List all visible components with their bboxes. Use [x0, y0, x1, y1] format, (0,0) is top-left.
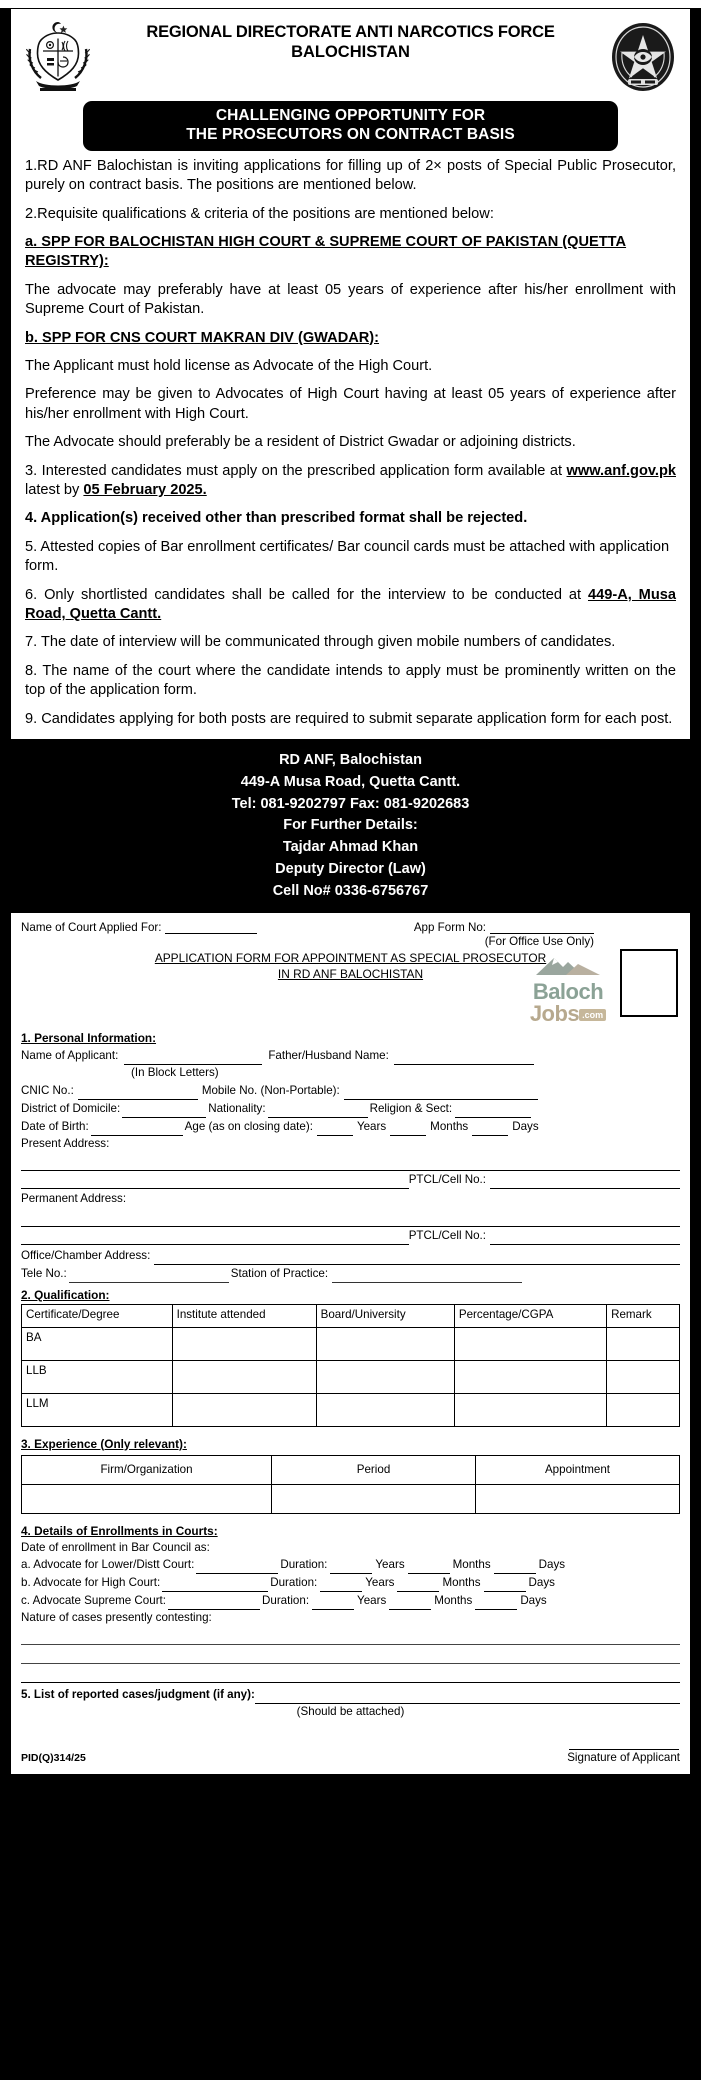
enroll-b-months-unit: Months [442, 1576, 481, 1589]
balochjobs-watermark [524, 953, 612, 1025]
permanent-ptcl-input[interactable] [490, 1233, 680, 1245]
contact-person-designation: Deputy Director (Law) [275, 860, 426, 877]
position-a-heading: a. SPP FOR BALOCHISTAN HIGH COURT & SUPREME COURT OF PAKISTAN (QUETTA REGISTRY): [25, 233, 627, 270]
anf-crest-icon [604, 19, 682, 95]
interview-address: 449-A, Musa Road, Quetta Cantt. [25, 586, 676, 623]
item6-prefix: 6. Only shortlisted candidates shall be called for the interview to be conducted at [25, 586, 588, 603]
cnic-label: CNIC No.: [21, 1083, 74, 1097]
nature-of-cases-line1[interactable] [21, 1632, 680, 1645]
enroll-a-years-input[interactable] [330, 1562, 372, 1574]
exp-cell-period[interactable] [272, 1484, 476, 1513]
enroll-a-months-input[interactable] [408, 1562, 450, 1574]
reported-cases-row [21, 1686, 680, 1704]
applicant-name-input[interactable] [124, 1053, 262, 1065]
deadline-date: 05 February 2025. [83, 482, 207, 499]
contact-address: 449-A Musa Road, Quetta Cantt. [240, 773, 461, 790]
contact-block [0, 740, 701, 912]
religion-input[interactable] [455, 1106, 531, 1118]
section-5-heading: 5. List of reported cases/judgment (if any): [21, 1688, 255, 1702]
qual-cell-institute-llm[interactable] [172, 1393, 316, 1426]
banner-line1: CHALLENGING OPPORTUNITY FOR [215, 107, 486, 124]
enroll-a-days-unit: Days [538, 1558, 566, 1572]
enroll-b-days-input[interactable] [484, 1580, 526, 1592]
form-top-row [21, 921, 680, 934]
father-husband-label: Father/Husband Name: [268, 1049, 389, 1063]
form-footer [21, 1749, 680, 1764]
enroll-b-years-unit: Years [365, 1576, 395, 1589]
qual-col-institute: Institute attended [172, 1304, 316, 1327]
father-husband-input[interactable] [394, 1053, 534, 1065]
reported-cases-input[interactable] [255, 1692, 680, 1704]
qual-cell-institute-ba[interactable] [172, 1327, 316, 1360]
notice-item-1: 1.RD ANF Balochistan is inviting applications for filling up of 2× posts of Special Public Prosecutor, purely on contract basis. The positions are mentioned below. [25, 157, 676, 194]
contact-cell-number: Cell No# 0336-6756767 [272, 882, 429, 899]
qual-cell-percentage-llb[interactable] [454, 1360, 606, 1393]
enroll-supreme-court-date[interactable] [168, 1598, 260, 1610]
enroll-b-days-unit: Days [528, 1576, 555, 1589]
qual-col-percentage: Percentage/CGPA [454, 1304, 606, 1327]
contact-person-name: Tajdar Ahmad Khan [282, 839, 419, 856]
watermark-line2: Jobs [529, 1001, 580, 1027]
table-row [22, 1393, 680, 1426]
qual-col-board: Board/University [316, 1304, 454, 1327]
tele-row [21, 1265, 680, 1283]
notice-panel [10, 8, 691, 740]
dob-label: Date of Birth: [21, 1119, 89, 1133]
advertisement-page [0, 8, 701, 2080]
notice-item-2: 2.Requisite qualifications & criteria of the positions are mentioned below: [25, 205, 494, 222]
enrollment-row-a [21, 1556, 680, 1574]
permanent-address-line2[interactable] [21, 1233, 409, 1245]
pid-number: PID(Q)314/25 [21, 1751, 86, 1764]
enroll-c-months-input[interactable] [389, 1598, 431, 1610]
tele-label: Tele No.: [21, 1266, 67, 1280]
org-name-line1: REGIONAL DIRECTORATE ANTI NARCOTICS FORCE [146, 23, 555, 41]
enroll-c-years-input[interactable] [312, 1598, 354, 1610]
opportunity-banner [83, 101, 618, 151]
pakistan-state-emblem-icon [19, 19, 97, 95]
qual-cell-remark-ba[interactable] [607, 1327, 680, 1360]
enroll-c-days-input[interactable] [475, 1598, 517, 1610]
application-form [10, 912, 691, 1774]
notice-item-5: 5. Attested copies of Bar enrollment certificates/ Bar council cards must be attached with application form. [25, 538, 670, 575]
section-2-heading: 2. Qualification: [21, 1287, 110, 1302]
enroll-b-months-input[interactable] [397, 1580, 439, 1592]
form-title-line2: IN RD ANF BALOCHISTAN [277, 967, 424, 982]
enroll-supreme-court-label: c. Advocate Supreme Court: [21, 1593, 166, 1607]
domicile-row [21, 1100, 680, 1118]
table-row [22, 1360, 680, 1393]
domicile-label: District of Domicile: [21, 1101, 121, 1115]
contact-phone-fax: Tel: 081-9202797 Fax: 081-9202683 [231, 795, 470, 812]
permanent-ptcl-label: PTCL/Cell No.: [408, 1228, 486, 1242]
dob-row [21, 1118, 680, 1136]
office-use-note: (For Office Use Only) [484, 935, 594, 949]
enroll-c-duration-label: Duration: [262, 1593, 310, 1607]
present-address-label: Present Address: [21, 1136, 110, 1150]
signature-line[interactable] [569, 1749, 679, 1750]
position-b-heading: b. SPP FOR CNS COURT MAKRAN DIV (GWADAR): [25, 329, 380, 346]
exp-col-period: Period [272, 1455, 476, 1484]
present-address-line1[interactable] [21, 1158, 680, 1171]
religion-label: Religion & Sect: [369, 1101, 453, 1115]
notice-item-6 [25, 586, 676, 625]
notice-item-7: 7. The date of interview will be communicated through given mobile numbers of candidates. [25, 634, 616, 651]
notice-body [11, 153, 690, 735]
masthead-titles [97, 19, 604, 63]
enrollment-intro: Date of enrollment in Bar Council as: [21, 1540, 210, 1554]
enroll-c-days-unit: Days [520, 1593, 547, 1607]
enroll-c-years-unit: Years [357, 1593, 387, 1607]
present-ptcl-label: PTCL/Cell No.: [408, 1173, 486, 1187]
org-name-line2: BALOCHISTAN [291, 42, 410, 61]
office-address-label: Office/Chamber Address: [21, 1248, 151, 1262]
section-1-heading: 1. Personal Information: [21, 1031, 157, 1046]
exp-col-firm: Firm/Organization [22, 1455, 272, 1484]
station-label: Station of Practice: [230, 1266, 329, 1280]
qual-cell-remark-llb[interactable] [607, 1360, 680, 1393]
should-be-attached-note: (Should be attached) [296, 1705, 405, 1719]
qual-col-remark: Remark [607, 1304, 680, 1327]
item3-prefix: 3. Interested candidates must apply on the prescribed application form available at [25, 462, 567, 479]
present-ptcl-input[interactable] [490, 1177, 680, 1189]
cnic-input[interactable] [78, 1088, 198, 1100]
exp-cell-firm[interactable] [22, 1484, 272, 1513]
section-4-heading: 4. Details of Enrollments in Courts: [21, 1523, 218, 1538]
position-b-criteria-2: Preference may be given to Advocates of High Court having at least 05 years of experience after his/her enrollment with High Court. [25, 386, 676, 422]
present-address-row2 [21, 1171, 680, 1189]
dob-input[interactable] [91, 1124, 183, 1136]
qual-cell-board-llm[interactable] [316, 1393, 454, 1426]
app-form-no-label: App Form No: [413, 921, 486, 935]
qual-cell-board-ba[interactable] [316, 1327, 454, 1360]
age-days-input[interactable] [472, 1124, 508, 1136]
enroll-c-months-unit: Months [434, 1593, 473, 1607]
anf-website-link[interactable]: www.anf.gov.pk [566, 462, 676, 479]
contact-further-details-label: For Further Details: [283, 817, 418, 834]
enroll-b-years-input[interactable] [320, 1580, 362, 1592]
notice-item-3 [25, 462, 676, 501]
age-label: Age (as on closing date): [184, 1119, 313, 1133]
banner-line2: THE PROSECUTORS ON CONTRACT BASIS [186, 126, 515, 144]
item3-middle: latest by [25, 482, 84, 499]
qual-row-label-ba: BA [22, 1327, 173, 1360]
notice-item-4: 4. Application(s) received other than prescribed format shall be rejected. [25, 510, 528, 527]
notice-item-8: 8. The name of the court where the candidate intends to apply must be prominently written on the top of the application form. [25, 662, 676, 699]
qual-row-label-llm: LLM [22, 1393, 173, 1426]
qualification-table [21, 1304, 680, 1427]
watermark-line1: Baloch [532, 979, 604, 1005]
tele-input[interactable] [69, 1271, 229, 1283]
contact-org: RD ANF, Balochistan [279, 752, 422, 769]
qual-row-label-llb: LLB [22, 1360, 173, 1393]
notice-item-9: 9. Candidates applying for both posts are required to submit separate application form for each post. [25, 710, 673, 727]
qual-cell-percentage-ba[interactable] [454, 1327, 606, 1360]
signature-label: Signature of Applicant [567, 1750, 680, 1764]
enroll-a-months-unit: Months [452, 1558, 491, 1572]
position-b-criteria-1: The Applicant must hold license as Advocate of the High Court. [25, 358, 433, 374]
experience-header-row [22, 1455, 680, 1484]
mobile-label: Mobile No. (Non-Portable): [201, 1083, 340, 1097]
age-months-input[interactable] [390, 1124, 426, 1136]
enroll-a-days-input[interactable] [494, 1562, 536, 1574]
enroll-high-court-date[interactable] [162, 1580, 268, 1592]
station-input[interactable] [332, 1271, 522, 1283]
cnic-row [21, 1082, 680, 1100]
mountain-icon [532, 953, 604, 977]
exp-cell-appointment[interactable] [476, 1484, 680, 1513]
nationality-input[interactable] [268, 1106, 368, 1118]
enroll-lower-court-label: a. Advocate for Lower/Distt Court: [21, 1558, 195, 1572]
table-row [22, 1327, 680, 1360]
watermark-com: .com [579, 1009, 606, 1021]
applicant-name-label: Name of Applicant: [21, 1049, 119, 1063]
nature-of-cases-line2[interactable] [21, 1651, 680, 1664]
permanent-address-label: Permanent Address: [21, 1192, 127, 1206]
qual-cell-institute-llb[interactable] [172, 1360, 316, 1393]
nature-of-cases-line3[interactable] [21, 1670, 680, 1683]
enroll-lower-court-date[interactable] [196, 1562, 278, 1574]
section-3-heading: 3. Experience (Only relevant): [21, 1436, 187, 1451]
enroll-b-duration-label: Duration: [270, 1576, 318, 1589]
age-years-input[interactable] [317, 1124, 353, 1136]
permanent-address-row2 [21, 1227, 680, 1245]
applicant-name-row [21, 1047, 680, 1065]
exp-col-appointment: Appointment [476, 1455, 680, 1484]
enrollment-row-c [21, 1592, 680, 1610]
age-months-unit: Months [430, 1119, 469, 1133]
experience-table [21, 1455, 680, 1514]
mobile-input[interactable] [344, 1088, 538, 1100]
table-row [22, 1484, 680, 1513]
qual-cell-percentage-llm[interactable] [454, 1393, 606, 1426]
permanent-address-line1[interactable] [21, 1214, 680, 1227]
masthead [11, 15, 690, 95]
court-applied-label: Name of Court Applied For: [21, 921, 162, 935]
app-form-no-input[interactable] [490, 922, 594, 934]
office-address-row [21, 1247, 680, 1265]
position-b-criteria-3: The Advocate should preferably be a resident of District Gwadar or adjoining districts. [25, 434, 576, 451]
signature-block [567, 1749, 680, 1764]
position-a-criteria: The advocate may preferably have at least 05 years of experience after his/her enrollment with Supreme Court of Pakistan. [25, 281, 676, 318]
photograph-box [620, 949, 678, 1017]
qual-col-degree: Certificate/Degree [22, 1304, 173, 1327]
enroll-a-years-unit: Years [375, 1558, 405, 1572]
qual-cell-board-llb[interactable] [316, 1360, 454, 1393]
court-applied-input[interactable] [165, 922, 257, 934]
enrollment-row-b [21, 1574, 680, 1592]
age-days-unit: Days [512, 1119, 539, 1133]
age-years-unit: Years [356, 1119, 387, 1133]
enroll-a-duration-label: Duration: [280, 1558, 328, 1572]
office-address-input[interactable] [154, 1253, 680, 1265]
form-title-line1: APPLICATION FORM FOR APPOINTMENT AS SPECIAL PROSECUTOR [154, 951, 547, 966]
nature-of-cases-label: Nature of cases presently contesting: [21, 1610, 212, 1624]
block-letters-note: (In Block Letters) [131, 1066, 219, 1080]
nationality-label: Nationality: [208, 1101, 266, 1115]
qualification-header-row [22, 1304, 680, 1327]
domicile-input[interactable] [122, 1106, 206, 1118]
qual-cell-remark-llm[interactable] [607, 1393, 680, 1426]
enroll-high-court-label: b. Advocate for High Court: [21, 1576, 161, 1589]
present-address-line2[interactable] [21, 1177, 409, 1189]
